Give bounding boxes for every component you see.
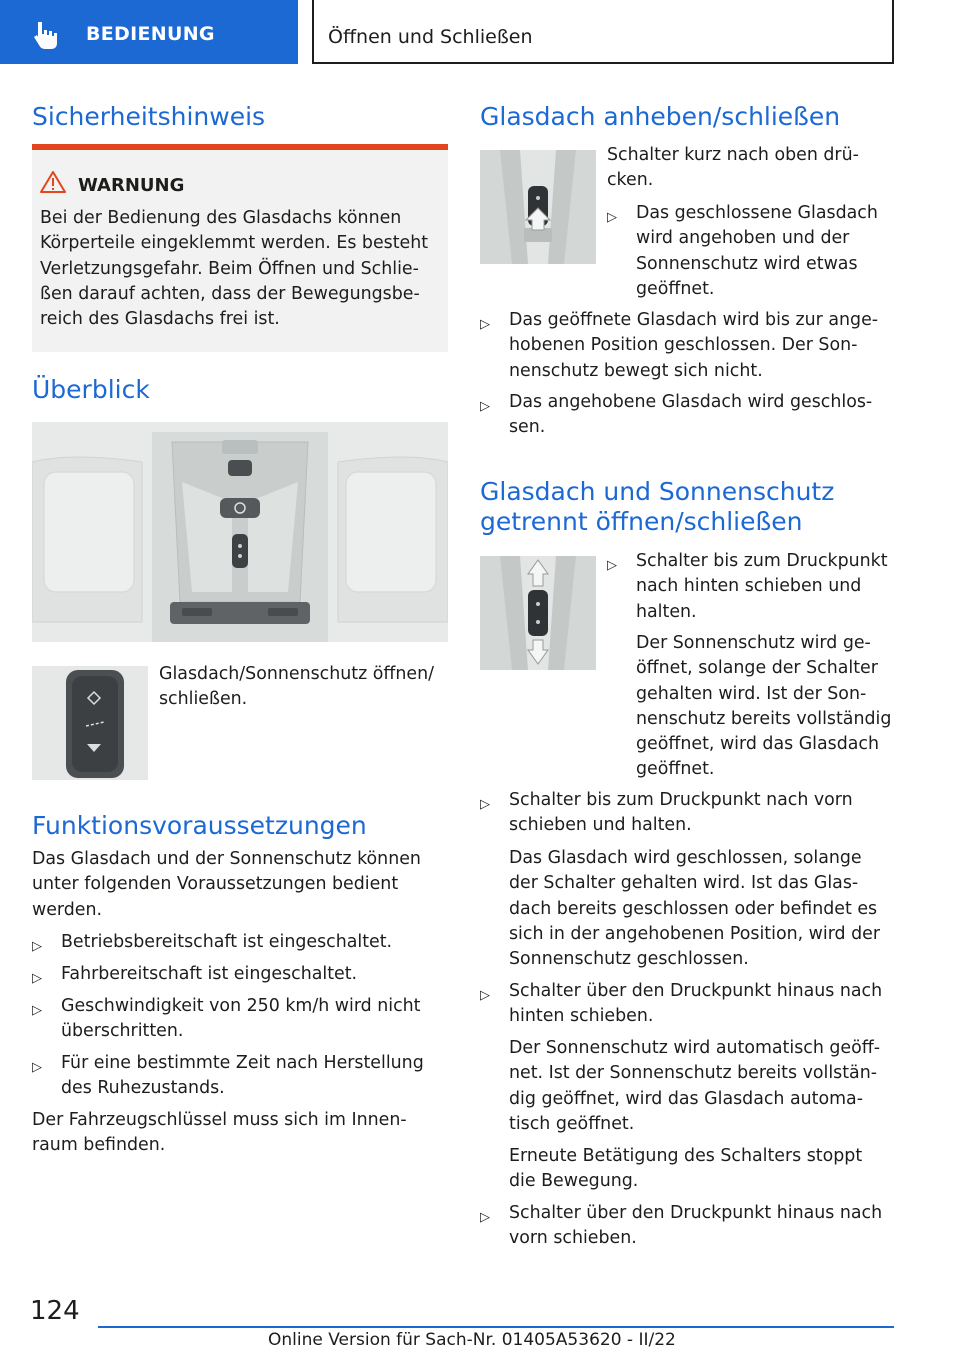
triangle-bullet-icon: ▷	[607, 558, 617, 573]
triangle-bullet-icon: ▷	[480, 317, 490, 332]
triangle-bullet-icon: ▷	[32, 1003, 42, 1018]
triangle-bullet-icon: ▷	[32, 971, 42, 986]
sep-bullet3-detail: Der Sonnenschutz wird automatisch geöff- net. Ist der Sonnenschutz bereits vollstän- dig geöffnet, wird das Glasdach automa- tisch geöffnet.	[509, 1038, 881, 1134]
func-intro: Das Glasdach und der Sonnenschutz können unter folgenden Voraussetzungen bedient werden.	[32, 849, 421, 920]
list-item: ▷ Für eine bestimmte Zeit nach Herstellung des Ruhezustands.	[32, 1053, 424, 1099]
list-item: ▷ Das geöffnete Glasdach wird bis zur ange- hobenen Position geschlossen. Der Son- nenschutz bewegt sich nicht.	[480, 310, 879, 381]
triangle-bullet-icon: ▷	[480, 399, 490, 414]
safety-heading: Sicherheitshinweis	[32, 102, 266, 131]
list-item: ▷ Schalter bis zum Druckpunkt nach vorn schieben und halten.	[480, 790, 853, 836]
sep-bullet3-detail2: Erneute Betätigung des Schalters stoppt die Bewegung.	[509, 1146, 863, 1192]
raise-heading: Glasdach anheben/schließen	[480, 102, 841, 131]
list-item: ▷ Das angehobene Glasdach wird geschlos- sen.	[480, 392, 873, 438]
overhead-console-image	[32, 422, 448, 642]
list-item: ▷ Schalter über den Druckpunkt hinaus nach hinten schieben.	[480, 981, 883, 1027]
switch-closeup-image	[32, 666, 148, 780]
overview-heading: Überblick	[32, 375, 150, 404]
func-heading: Funktionsvoraussetzungen	[32, 811, 367, 840]
separate-heading: Glasdach und Sonnenschutz getrennt öffnen/schließen	[480, 477, 835, 536]
sep-bullet2-detail: Das Glasdach wird geschlossen, solange der Schalter gehalten wird. Ist das Glas- dach bereits geschlossen oder befindet es sich in der angehobenen Position, wird der Sonnenschutz geschlossen.	[509, 848, 881, 970]
separate-switch-image	[480, 556, 596, 670]
switch-caption: Glasdach/Sonnenschutz öffnen/ schließen.	[159, 664, 434, 710]
list-item: ▷ Schalter bis zum Druckpunkt nach hinten schieben und halten.	[607, 551, 888, 622]
warning-triangle-icon	[40, 171, 66, 193]
list-item: ▷ Geschwindigkeit von 250 km/h wird nicht überschritten.	[32, 996, 421, 1042]
triangle-bullet-icon: ▷	[480, 1210, 490, 1225]
raise-intro: Schalter kurz nach oben drü- cken.	[607, 145, 859, 191]
list-item: ▷ Schalter über den Druckpunkt hinaus nach vorn schieben.	[480, 1203, 883, 1249]
footer-online-text: Online Version für Sach-Nr. 01405A53620 - II/22	[268, 1330, 676, 1350]
list-item: ▷ Fahrbereitschaft ist eingeschaltet.	[32, 962, 448, 988]
page-number: 124	[30, 1296, 80, 1326]
page-title-box	[312, 0, 894, 64]
triangle-bullet-icon: ▷	[32, 1060, 42, 1075]
warning-text: Bei der Bedienung des Glasdachs können Körperteile eingeklemmt werden. Es besteht Verletzungsgefahr. Beim Öffnen und Schlie- ßen darauf achten, dass der Bewegungsbe- reich des Glasdachs frei ist.	[40, 208, 429, 330]
triangle-bullet-icon: ▷	[607, 210, 617, 225]
triangle-bullet-icon: ▷	[480, 797, 490, 812]
sep-first-detail: Der Sonnenschutz wird ge- öffnet, solange der Schalter gehalten wird. Ist der Son- nenschutz bereits vollständig geöffnet, wird das Glasdach geöffnet.	[636, 633, 892, 780]
footer-divider	[98, 1326, 894, 1328]
hand-pointer-icon	[30, 18, 64, 52]
list-item: ▷ Betriebsbereitschaft ist eingeschaltet.	[32, 930, 448, 956]
warning-title: WARNUNG	[78, 175, 185, 196]
func-outro: Der Fahrzeugschlüssel muss sich im Innen- raum befinden.	[32, 1110, 407, 1156]
list-item: ▷ Das geschlossene Glasdach wird angehoben und der Sonnenschutz wird etwas geöffnet.	[607, 203, 878, 299]
section-label: BEDIENUNG	[86, 23, 215, 45]
section-tab[interactable]	[0, 0, 298, 64]
page-title: Öffnen und Schließen	[328, 26, 533, 48]
triangle-bullet-icon: ▷	[480, 988, 490, 1003]
triangle-bullet-icon: ▷	[32, 939, 42, 954]
raise-switch-image	[480, 150, 596, 264]
